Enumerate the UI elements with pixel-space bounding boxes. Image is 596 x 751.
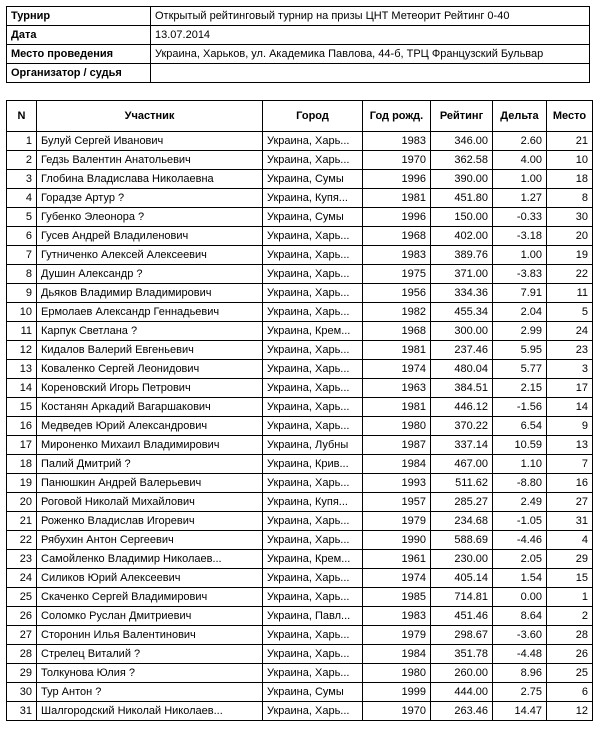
cell-number: 15	[7, 398, 37, 417]
cell-participant: Глобина Владислава Николаевна	[37, 170, 263, 189]
cell-rating: 714.81	[431, 588, 493, 607]
header-participant: Участник	[37, 101, 263, 132]
cell-place: 20	[547, 227, 593, 246]
cell-number: 19	[7, 474, 37, 493]
cell-birth-year: 1982	[363, 303, 431, 322]
cell-city: Украина, Харь...	[263, 474, 363, 493]
cell-number: 2	[7, 151, 37, 170]
cell-number: 17	[7, 436, 37, 455]
cell-rating: 370.22	[431, 417, 493, 436]
cell-participant: Сторонин Илья Валентинович	[37, 626, 263, 645]
cell-place: 2	[547, 607, 593, 626]
cell-delta: 6.54	[493, 417, 547, 436]
cell-rating: 300.00	[431, 322, 493, 341]
cell-rating: 334.36	[431, 284, 493, 303]
cell-place: 24	[547, 322, 593, 341]
cell-rating: 480.04	[431, 360, 493, 379]
cell-rating: 389.76	[431, 246, 493, 265]
table-row	[7, 227, 593, 246]
cell-place: 11	[547, 284, 593, 303]
cell-participant: Дьяков Владимир Владимирович	[37, 284, 263, 303]
cell-participant: Карпук Светлана ?	[37, 322, 263, 341]
cell-participant: Ермолаев Александр Геннадьевич	[37, 303, 263, 322]
cell-place: 23	[547, 341, 593, 360]
tournament-row	[7, 7, 590, 26]
cell-birth-year: 1984	[363, 455, 431, 474]
cell-birth-year: 1979	[363, 512, 431, 531]
cell-birth-year: 1980	[363, 664, 431, 683]
cell-delta: 1.27	[493, 189, 547, 208]
cell-number: 12	[7, 341, 37, 360]
organizer-row	[7, 64, 590, 83]
cell-city: Украина, Харь...	[263, 645, 363, 664]
cell-rating: 230.00	[431, 550, 493, 569]
cell-delta: 7.91	[493, 284, 547, 303]
header-city: Город	[263, 101, 363, 132]
cell-delta: 2.15	[493, 379, 547, 398]
cell-place: 30	[547, 208, 593, 227]
cell-participant: Скаченко Сергей Владимирович	[37, 588, 263, 607]
cell-number: 14	[7, 379, 37, 398]
cell-city: Украина, Павл...	[263, 607, 363, 626]
table-row	[7, 588, 593, 607]
cell-rating: 451.80	[431, 189, 493, 208]
cell-birth-year: 1996	[363, 170, 431, 189]
cell-place: 27	[547, 493, 593, 512]
tournament-value: Открытый рейтинговый турнир на призы ЦНТ Метеорит Рейтинг 0-40	[151, 7, 590, 26]
cell-rating: 451.46	[431, 607, 493, 626]
cell-number: 9	[7, 284, 37, 303]
cell-number: 31	[7, 702, 37, 721]
cell-participant: Костанян Аркадий Вагаршакович	[37, 398, 263, 417]
header-number: N	[7, 101, 37, 132]
cell-number: 26	[7, 607, 37, 626]
table-row	[7, 189, 593, 208]
table-row	[7, 208, 593, 227]
cell-city: Украина, Купя...	[263, 189, 363, 208]
cell-rating: 467.00	[431, 455, 493, 474]
cell-delta: 2.75	[493, 683, 547, 702]
cell-city: Украина, Харь...	[263, 417, 363, 436]
cell-place: 14	[547, 398, 593, 417]
cell-number: 5	[7, 208, 37, 227]
cell-city: Украина, Сумы	[263, 683, 363, 702]
table-row	[7, 455, 593, 474]
cell-delta: 2.60	[493, 132, 547, 151]
cell-place: 18	[547, 170, 593, 189]
table-row	[7, 379, 593, 398]
cell-participant: Горадзе Артур ?	[37, 189, 263, 208]
results-body	[7, 132, 593, 721]
cell-delta: -8.80	[493, 474, 547, 493]
table-row	[7, 436, 593, 455]
cell-birth-year: 1980	[363, 417, 431, 436]
cell-participant: Медведев Юрий Александрович	[37, 417, 263, 436]
table-row	[7, 170, 593, 189]
cell-delta: 5.77	[493, 360, 547, 379]
cell-delta: -4.46	[493, 531, 547, 550]
cell-participant: Роженко Владислав Игоревич	[37, 512, 263, 531]
cell-rating: 362.58	[431, 151, 493, 170]
cell-number: 27	[7, 626, 37, 645]
cell-number: 28	[7, 645, 37, 664]
cell-birth-year: 1968	[363, 322, 431, 341]
cell-place: 26	[547, 645, 593, 664]
cell-number: 29	[7, 664, 37, 683]
cell-city: Украина, Крем...	[263, 550, 363, 569]
cell-birth-year: 1985	[363, 588, 431, 607]
cell-participant: Силиков Юрий Алексеевич	[37, 569, 263, 588]
cell-delta: -3.83	[493, 265, 547, 284]
cell-rating: 511.62	[431, 474, 493, 493]
cell-participant: Самойленко Владимир Николаев...	[37, 550, 263, 569]
cell-place: 9	[547, 417, 593, 436]
cell-birth-year: 1963	[363, 379, 431, 398]
cell-delta: -0.33	[493, 208, 547, 227]
cell-delta: 1.54	[493, 569, 547, 588]
cell-rating: 455.34	[431, 303, 493, 322]
header-place: Место	[547, 101, 593, 132]
cell-participant: Палий Дмитрий ?	[37, 455, 263, 474]
cell-rating: 337.14	[431, 436, 493, 455]
cell-rating: 444.00	[431, 683, 493, 702]
cell-place: 28	[547, 626, 593, 645]
table-row	[7, 664, 593, 683]
cell-city: Украина, Харь...	[263, 303, 363, 322]
cell-city: Украина, Харь...	[263, 664, 363, 683]
table-row	[7, 322, 593, 341]
cell-city: Украина, Харь...	[263, 284, 363, 303]
cell-place: 19	[547, 246, 593, 265]
cell-participant: Стрелец Виталий ?	[37, 645, 263, 664]
cell-number: 11	[7, 322, 37, 341]
cell-place: 13	[547, 436, 593, 455]
cell-city: Украина, Харь...	[263, 132, 363, 151]
cell-city: Украина, Сумы	[263, 170, 363, 189]
cell-delta: 2.04	[493, 303, 547, 322]
cell-delta: -3.18	[493, 227, 547, 246]
tournament-label: Турнир	[7, 7, 151, 26]
cell-birth-year: 1990	[363, 531, 431, 550]
cell-number: 23	[7, 550, 37, 569]
cell-place: 25	[547, 664, 593, 683]
cell-number: 7	[7, 246, 37, 265]
cell-birth-year: 1970	[363, 702, 431, 721]
table-row	[7, 550, 593, 569]
cell-birth-year: 1983	[363, 246, 431, 265]
table-row	[7, 246, 593, 265]
header-birth-year: Год рожд.	[363, 101, 431, 132]
cell-number: 10	[7, 303, 37, 322]
cell-rating: 390.00	[431, 170, 493, 189]
cell-place: 5	[547, 303, 593, 322]
cell-city: Украина, Харь...	[263, 379, 363, 398]
table-row	[7, 512, 593, 531]
cell-participant: Кореновский Игорь Петрович	[37, 379, 263, 398]
cell-city: Украина, Сумы	[263, 208, 363, 227]
cell-delta: -4.48	[493, 645, 547, 664]
table-row	[7, 417, 593, 436]
cell-birth-year: 1974	[363, 569, 431, 588]
table-row	[7, 303, 593, 322]
cell-participant: Гусев Андрей Владиленович	[37, 227, 263, 246]
cell-delta: 1.10	[493, 455, 547, 474]
cell-place: 1	[547, 588, 593, 607]
cell-participant: Кидалов Валерий Евгеньевич	[37, 341, 263, 360]
cell-city: Украина, Харь...	[263, 151, 363, 170]
cell-city: Украина, Харь...	[263, 398, 363, 417]
cell-place: 31	[547, 512, 593, 531]
results-header-row	[7, 101, 593, 132]
date-value: 13.07.2014	[151, 26, 590, 45]
cell-delta: 2.99	[493, 322, 547, 341]
cell-city: Украина, Харь...	[263, 588, 363, 607]
cell-city: Украина, Харь...	[263, 227, 363, 246]
cell-birth-year: 1983	[363, 607, 431, 626]
cell-number: 13	[7, 360, 37, 379]
cell-birth-year: 1981	[363, 341, 431, 360]
table-row	[7, 645, 593, 664]
table-row	[7, 569, 593, 588]
table-row	[7, 341, 593, 360]
cell-delta: 1.00	[493, 170, 547, 189]
cell-place: 21	[547, 132, 593, 151]
cell-city: Украина, Харь...	[263, 360, 363, 379]
cell-rating: 446.12	[431, 398, 493, 417]
cell-delta: 2.49	[493, 493, 547, 512]
cell-number: 22	[7, 531, 37, 550]
table-row	[7, 683, 593, 702]
cell-birth-year: 1961	[363, 550, 431, 569]
cell-participant: Гедзь Валентин Анатольевич	[37, 151, 263, 170]
cell-delta: -1.56	[493, 398, 547, 417]
cell-number: 18	[7, 455, 37, 474]
cell-number: 20	[7, 493, 37, 512]
cell-place: 3	[547, 360, 593, 379]
cell-birth-year: 1957	[363, 493, 431, 512]
cell-rating: 298.67	[431, 626, 493, 645]
results-table	[6, 100, 593, 721]
cell-birth-year: 1970	[363, 151, 431, 170]
cell-place: 16	[547, 474, 593, 493]
cell-participant: Соломко Руслан Дмитриевич	[37, 607, 263, 626]
cell-birth-year: 1975	[363, 265, 431, 284]
table-row	[7, 284, 593, 303]
cell-delta: 1.00	[493, 246, 547, 265]
cell-delta: 0.00	[493, 588, 547, 607]
cell-birth-year: 1968	[363, 227, 431, 246]
cell-number: 1	[7, 132, 37, 151]
cell-participant: Тур Антон ?	[37, 683, 263, 702]
venue-label: Место проведения	[7, 45, 151, 64]
cell-birth-year: 1956	[363, 284, 431, 303]
cell-place: 12	[547, 702, 593, 721]
cell-delta: 14.47	[493, 702, 547, 721]
cell-participant: Коваленко Сергей Леонидович	[37, 360, 263, 379]
cell-city: Украина, Крем...	[263, 322, 363, 341]
cell-number: 8	[7, 265, 37, 284]
cell-place: 22	[547, 265, 593, 284]
cell-birth-year: 1981	[363, 189, 431, 208]
cell-participant: Булуй Сергей Иванович	[37, 132, 263, 151]
cell-city: Украина, Харь...	[263, 702, 363, 721]
table-row	[7, 151, 593, 170]
table-row	[7, 626, 593, 645]
cell-city: Украина, Харь...	[263, 341, 363, 360]
cell-city: Украина, Харь...	[263, 246, 363, 265]
table-row	[7, 531, 593, 550]
cell-place: 8	[547, 189, 593, 208]
cell-delta: 2.05	[493, 550, 547, 569]
cell-place: 4	[547, 531, 593, 550]
cell-rating: 384.51	[431, 379, 493, 398]
cell-number: 4	[7, 189, 37, 208]
cell-place: 29	[547, 550, 593, 569]
table-row	[7, 398, 593, 417]
cell-birth-year: 1993	[363, 474, 431, 493]
cell-participant: Рябухин Антон Сергеевич	[37, 531, 263, 550]
table-row	[7, 360, 593, 379]
cell-place: 10	[547, 151, 593, 170]
cell-city: Украина, Харь...	[263, 626, 363, 645]
cell-number: 3	[7, 170, 37, 189]
date-row	[7, 26, 590, 45]
cell-delta: -1.05	[493, 512, 547, 531]
cell-rating: 150.00	[431, 208, 493, 227]
cell-birth-year: 1974	[363, 360, 431, 379]
table-row	[7, 493, 593, 512]
cell-participant: Гутниченко Алексей Алексеевич	[37, 246, 263, 265]
organizer-label: Организатор / судья	[7, 64, 151, 83]
cell-birth-year: 1984	[363, 645, 431, 664]
cell-participant: Шалгородский Николай Николаев...	[37, 702, 263, 721]
cell-participant: Толкунова Юлия ?	[37, 664, 263, 683]
cell-participant: Губенко Элеонора ?	[37, 208, 263, 227]
cell-rating: 346.00	[431, 132, 493, 151]
cell-rating: 234.68	[431, 512, 493, 531]
header-rating: Рейтинг	[431, 101, 493, 132]
cell-place: 7	[547, 455, 593, 474]
cell-delta: 5.95	[493, 341, 547, 360]
cell-number: 30	[7, 683, 37, 702]
organizer-value	[151, 64, 590, 83]
cell-city: Украина, Купя...	[263, 493, 363, 512]
cell-participant: Роговой Николай Михайлович	[37, 493, 263, 512]
table-row	[7, 702, 593, 721]
tournament-info-table	[6, 6, 590, 83]
cell-rating: 402.00	[431, 227, 493, 246]
cell-delta: 10.59	[493, 436, 547, 455]
cell-place: 6	[547, 683, 593, 702]
table-row	[7, 474, 593, 493]
cell-city: Украина, Харь...	[263, 512, 363, 531]
cell-number: 25	[7, 588, 37, 607]
cell-birth-year: 1987	[363, 436, 431, 455]
cell-rating: 260.00	[431, 664, 493, 683]
cell-rating: 588.69	[431, 531, 493, 550]
header-delta: Дельта	[493, 101, 547, 132]
cell-city: Украина, Лубны	[263, 436, 363, 455]
cell-rating: 237.46	[431, 341, 493, 360]
cell-participant: Мироненко Михаил Владимирович	[37, 436, 263, 455]
table-row	[7, 132, 593, 151]
cell-delta: -3.60	[493, 626, 547, 645]
cell-birth-year: 1979	[363, 626, 431, 645]
table-row	[7, 607, 593, 626]
cell-birth-year: 1983	[363, 132, 431, 151]
cell-rating: 371.00	[431, 265, 493, 284]
cell-city: Украина, Харь...	[263, 569, 363, 588]
cell-place: 15	[547, 569, 593, 588]
cell-city: Украина, Харь...	[263, 265, 363, 284]
cell-participant: Панюшкин Андрей Валерьевич	[37, 474, 263, 493]
venue-row	[7, 45, 590, 64]
cell-delta: 8.64	[493, 607, 547, 626]
cell-birth-year: 1981	[363, 398, 431, 417]
cell-rating: 263.46	[431, 702, 493, 721]
cell-city: Украина, Харь...	[263, 531, 363, 550]
table-row	[7, 265, 593, 284]
cell-delta: 8.96	[493, 664, 547, 683]
cell-rating: 405.14	[431, 569, 493, 588]
venue-value: Украина, Харьков, ул. Академика Павлова, 44-б, ТРЦ Французский Бульвар	[151, 45, 590, 64]
cell-place: 17	[547, 379, 593, 398]
cell-number: 16	[7, 417, 37, 436]
cell-number: 6	[7, 227, 37, 246]
cell-rating: 351.78	[431, 645, 493, 664]
cell-birth-year: 1996	[363, 208, 431, 227]
cell-rating: 285.27	[431, 493, 493, 512]
cell-number: 24	[7, 569, 37, 588]
cell-city: Украина, Крив...	[263, 455, 363, 474]
cell-number: 21	[7, 512, 37, 531]
cell-birth-year: 1999	[363, 683, 431, 702]
cell-delta: 4.00	[493, 151, 547, 170]
date-label: Дата	[7, 26, 151, 45]
cell-participant: Душин Александр ?	[37, 265, 263, 284]
